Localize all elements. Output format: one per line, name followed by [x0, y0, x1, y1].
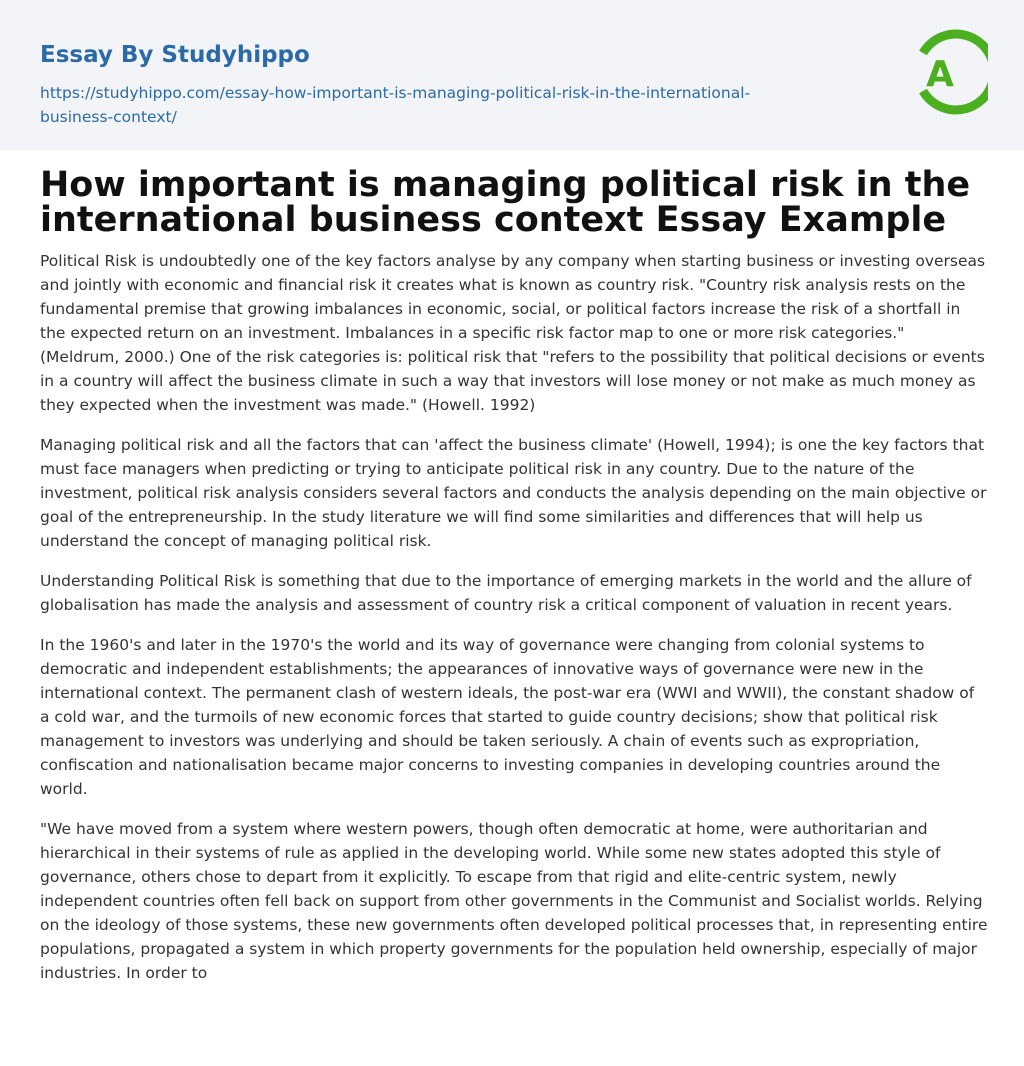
- paragraph: In the 1960's and later in the 1970's the world and its way of governance were changing from colonial systems to democratic and independent establishments; the appearances of innovative ways of governance were new in the international context. The permanent clash of western ideals, the post-war era (WWI and WWII), the constant shadow of a cold war, and the turmoils of new economic forces that started to guide country decisions; show that political risk management to investors was underlying and should be taken seriously. A chain of events such as expropriation, confiscation and nationalisation became major concerns to investing companies in developing countries around the world.: [40, 636, 975, 798]
- article-body: [40, 249, 988, 1001]
- paragraph: Understanding Political Risk is something that due to the importance of emerging markets in the world and the allure of globalisation has made the analysis and assessment of country risk a critical component of valuation in recent years.: [40, 572, 972, 614]
- site-brand[interactable]: Essay By Studyhippo: [40, 42, 310, 68]
- site-header: [0, 0, 1024, 150]
- paragraph: Managing political risk and all the factors that can 'affect the business climate' (Howell, 1994); is one the key factors that must face managers when predicting or trying to anticipate political risk in any country. Due to the nature of the investment, political risk analysis considers several factors and conducts the analysis depending on the main objective or goal of the entrepreneurship. In the study literature we will find some similarities and differences that will help us understand the concept of managing political risk.: [40, 436, 987, 550]
- source-url-link[interactable]: [40, 81, 830, 129]
- logo-svg: [908, 28, 988, 116]
- logo-letter: A: [926, 54, 954, 95]
- source-url-line-1: https://studyhippo.com/essay-how-important-is-managing-political-risk-in-the-international-: [40, 84, 751, 102]
- page-title: How important is managing political risk in the international business context Essay Example: [40, 165, 971, 240]
- paragraph: "We have moved from a system where western powers, though often democratic at home, were authoritarian and hierarchical in their systems of rule as applied in the developing world. While some new states adopted this style of governance, others chose to depart from it explicitly. To escape from that rigid and elite-centric system, newly independent countries often fell back on support from other governments in the Communist and Socialist worlds. Relying on the ideology of those systems, these new governments often developed political processes that, in representing entire populations, propagated a system in which property governments for the population held ownership, especially of major industries. In order to: [40, 820, 988, 982]
- studyhippo-logo-icon[interactable]: [908, 28, 988, 116]
- paragraph: Political Risk is undoubtedly one of the key factors analyse by any company when starting business or investing overseas and jointly with economic and financial risk it creates what is known as country risk. "Country risk analysis rests on the fundamental premise that growing imbalances in economic, social, or political factors increase the risk of a shortfall in the expected return on an investment. Imbalances in a specific risk factor map to one or more risk categories." (Meldrum, 2000.) One of the risk categories is: political risk that "refers to the possibility that political decisions or events in a country will affect the business climate in such a way that investors will lose money or not make as much money as they expected when the investment was made." (Howell. 1992): [40, 252, 986, 414]
- source-url-line-2: business-context/: [40, 108, 177, 126]
